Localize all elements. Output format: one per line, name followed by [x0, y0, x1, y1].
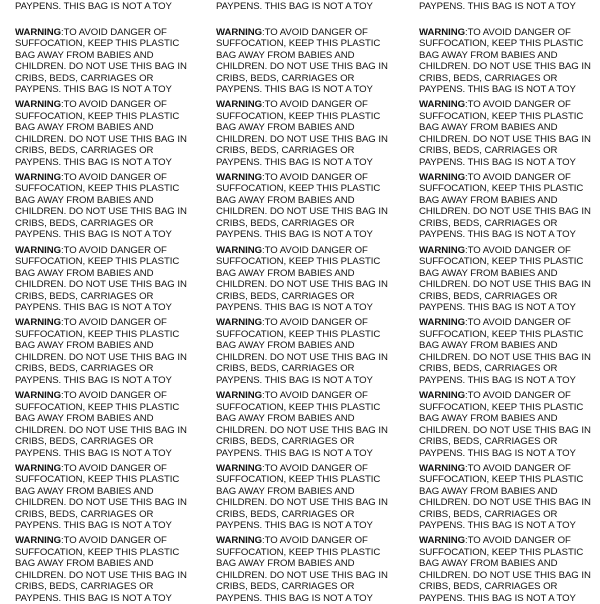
warning-keyword: WARNING: [216, 462, 263, 474]
warning-body: :TO AVOID DANGER OF SUFFOCATION, KEEP THIS PLASTIC BAG AWAY FROM BABIES AND CHILDREN. DO NOT USE THIS BAG IN CRIBS, BEDS, CARRIAGES OR PAYPENS. THIS BAG IS NOT A TOY: [216, 535, 388, 604]
warning-label: [15, 27, 195, 96]
warning-keyword: WARNING: [419, 462, 466, 474]
warning-body: :TO AVOID DANGER OF SUFFOCATION, KEEP THIS PLASTIC BAG AWAY FROM BABIES AND CHILDREN. DO NOT USE THIS BAG IN CRIBS, BEDS, CARRIAGES OR PAYPENS. THIS BAG IS NOT A TOY: [216, 171, 388, 241]
warning-keyword: WARNING: [419, 535, 466, 547]
warning-body: :TO AVOID DANGER OF SUFFOCATION, KEEP THIS PLASTIC BAG AWAY FROM BABIES AND CHILDREN. DO NOT USE THIS BAG IN CRIBS, BEDS, CARRIAGES OR PAYPENS. THIS BAG IS NOT A TOY: [419, 26, 591, 95]
warning-keyword: WARNING: [15, 244, 62, 256]
warning-body: :TO AVOID DANGER OF SUFFOCATION, KEEP THIS PLASTIC BAG AWAY FROM BABIES AND CHILDREN. DO NOT USE THIS BAG IN CRIBS, BEDS, CARRIAGES OR PAYPENS. THIS BAG IS NOT A TOY: [216, 390, 388, 459]
warning-body: :TO AVOID DANGER OF SUFFOCATION, KEEP THIS PLASTIC BAG AWAY FROM BABIES AND CHILDREN. DO NOT USE THIS BAG IN CRIBS, BEDS, CARRIAGES OR PAYPENS. THIS BAG IS NOT A TOY: [15, 390, 187, 459]
warning-keyword: WARNING: [15, 171, 62, 183]
warning-body: :TO AVOID DANGER OF SUFFOCATION, KEEP THIS PLASTIC BAG AWAY FROM BABIES AND CHILDREN. DO NOT USE THIS BAG IN CRIBS, BEDS, CARRIAGES OR PAYPENS. THIS BAG IS NOT A TOY: [419, 244, 591, 314]
warning-keyword: WARNING: [15, 26, 62, 38]
warning-label: [216, 172, 396, 241]
warning-keyword: WARNING: [216, 99, 263, 111]
warning-body: :TO AVOID DANGER OF SUFFOCATION, KEEP THIS PLASTIC BAG AWAY FROM BABIES AND CHILDREN. DO NOT USE THIS BAG IN CRIBS, BEDS, CARRIAGES OR PAYPENS. THIS BAG IS NOT A TOY: [15, 244, 187, 314]
warning-keyword: WARNING: [15, 535, 62, 547]
warning-keyword: WARNING: [419, 390, 466, 401]
warning-body: :TO AVOID DANGER OF SUFFOCATION, KEEP THIS PLASTIC BAG AWAY FROM BABIES AND CHILDREN. DO NOT USE THIS BAG IN CRIBS, BEDS, CARRIAGES OR PAYPENS. THIS BAG IS NOT A TOY: [419, 535, 591, 604]
warning-keyword: WARNING: [15, 99, 62, 111]
partial-warning-label: PAYPENS. THIS BAG IS NOT A TOY: [15, 0, 172, 12]
warning-label: [216, 463, 396, 532]
warning-label: [216, 390, 396, 459]
warning-label: [419, 27, 599, 96]
warning-body: :TO AVOID DANGER OF SUFFOCATION, KEEP THIS PLASTIC BAG AWAY FROM BABIES AND CHILDREN. DO NOT USE THIS BAG IN CRIBS, BEDS, CARRIAGES OR PAYPENS. THIS BAG IS NOT A TOY: [419, 171, 591, 241]
warning-body: :TO AVOID DANGER OF SUFFOCATION, KEEP THIS PLASTIC BAG AWAY FROM BABIES AND CHILDREN. DO NOT USE THIS BAG IN CRIBS, BEDS, CARRIAGES OR PAYPENS. THIS BAG IS NOT A TOY: [419, 462, 591, 532]
warning-keyword: WARNING: [216, 317, 263, 329]
warning-label: [419, 317, 599, 386]
warning-body: :TO AVOID DANGER OF SUFFOCATION, KEEP THIS PLASTIC BAG AWAY FROM BABIES AND CHILDREN. DO NOT USE THIS BAG IN CRIBS, BEDS, CARRIAGES OR PAYPENS. THIS BAG IS NOT A TOY: [15, 535, 187, 604]
warning-label: [419, 390, 599, 459]
warning-body: :TO AVOID DANGER OF SUFFOCATION, KEEP THIS PLASTIC BAG AWAY FROM BABIES AND CHILDREN. DO NOT USE THIS BAG IN CRIBS, BEDS, CARRIAGES OR PAYPENS. THIS BAG IS NOT A TOY: [216, 26, 388, 95]
warning-body: :TO AVOID DANGER OF SUFFOCATION, KEEP THIS PLASTIC BAG AWAY FROM BABIES AND CHILDREN. DO NOT USE THIS BAG IN CRIBS, BEDS, CARRIAGES OR PAYPENS. THIS BAG IS NOT A TOY: [216, 99, 388, 168]
partial-warning-label: PAYPENS. THIS BAG IS NOT A TOY: [216, 0, 373, 12]
warning-keyword: WARNING: [419, 244, 466, 256]
warning-label: [216, 245, 396, 314]
warning-keyword: WARNING: [419, 171, 466, 183]
warning-body: :TO AVOID DANGER OF SUFFOCATION, KEEP THIS PLASTIC BAG AWAY FROM BABIES AND CHILDREN. DO NOT USE THIS BAG IN CRIBS, BEDS, CARRIAGES OR PAYPENS. THIS BAG IS NOT A TOY: [15, 317, 187, 386]
warning-label: [216, 317, 396, 386]
warning-label: [419, 99, 599, 168]
warning-label: [419, 535, 599, 604]
warning-label: [15, 390, 195, 459]
warning-body: :TO AVOID DANGER OF SUFFOCATION, KEEP THIS PLASTIC BAG AWAY FROM BABIES AND CHILDREN. DO NOT USE THIS BAG IN CRIBS, BEDS, CARRIAGES OR PAYPENS. THIS BAG IS NOT A TOY: [419, 99, 591, 168]
warning-keyword: WARNING: [419, 317, 466, 329]
warning-label: [216, 27, 396, 96]
warning-keyword: WARNING: [216, 26, 263, 38]
warning-label: [216, 99, 396, 168]
warning-label: [15, 463, 195, 532]
warning-body: :TO AVOID DANGER OF SUFFOCATION, KEEP THIS PLASTIC BAG AWAY FROM BABIES AND CHILDREN. DO NOT USE THIS BAG IN CRIBS, BEDS, CARRIAGES OR PAYPENS. THIS BAG IS NOT A TOY: [15, 462, 187, 532]
warning-keyword: WARNING: [419, 99, 466, 111]
warning-body: :TO AVOID DANGER OF SUFFOCATION, KEEP THIS PLASTIC BAG AWAY FROM BABIES AND CHILDREN. DO NOT USE THIS BAG IN CRIBS, BEDS, CARRIAGES OR PAYPENS. THIS BAG IS NOT A TOY: [419, 317, 591, 386]
warning-body: :TO AVOID DANGER OF SUFFOCATION, KEEP THIS PLASTIC BAG AWAY FROM BABIES AND CHILDREN. DO NOT USE THIS BAG IN CRIBS, BEDS, CARRIAGES OR PAYPENS. THIS BAG IS NOT A TOY: [216, 244, 388, 314]
warning-body: :TO AVOID DANGER OF SUFFOCATION, KEEP THIS PLASTIC BAG AWAY FROM BABIES AND CHILDREN. DO NOT USE THIS BAG IN CRIBS, BEDS, CARRIAGES OR PAYPENS. THIS BAG IS NOT A TOY: [216, 317, 388, 386]
warning-keyword: WARNING: [216, 535, 263, 547]
warning-keyword: WARNING: [216, 171, 263, 183]
warning-keyword: WARNING: [419, 26, 466, 38]
warning-keyword: WARNING: [216, 244, 263, 256]
warning-label: [15, 99, 195, 168]
warning-body: :TO AVOID DANGER OF SUFFOCATION, KEEP THIS PLASTIC BAG AWAY FROM BABIES AND CHILDREN. DO NOT USE THIS BAG IN CRIBS, BEDS, CARRIAGES OR PAYPENS. THIS BAG IS NOT A TOY: [15, 171, 187, 241]
warning-keyword: WARNING: [15, 390, 62, 401]
warning-label: [419, 245, 599, 314]
warning-body: :TO AVOID DANGER OF SUFFOCATION, KEEP THIS PLASTIC BAG AWAY FROM BABIES AND CHILDREN. DO NOT USE THIS BAG IN CRIBS, BEDS, CARRIAGES OR PAYPENS. THIS BAG IS NOT A TOY: [15, 99, 187, 168]
warning-keyword: WARNING: [15, 317, 62, 329]
warning-label: [216, 535, 396, 604]
warning-label: [419, 463, 599, 532]
warning-keyword: WARNING: [15, 462, 62, 474]
warning-body: :TO AVOID DANGER OF SUFFOCATION, KEEP THIS PLASTIC BAG AWAY FROM BABIES AND CHILDREN. DO NOT USE THIS BAG IN CRIBS, BEDS, CARRIAGES OR PAYPENS. THIS BAG IS NOT A TOY: [216, 462, 388, 532]
warning-label: [419, 172, 599, 241]
partial-warning-label: PAYPENS. THIS BAG IS NOT A TOY: [419, 0, 576, 12]
warning-label: [15, 535, 195, 604]
warning-label: [15, 245, 195, 314]
warning-body: :TO AVOID DANGER OF SUFFOCATION, KEEP THIS PLASTIC BAG AWAY FROM BABIES AND CHILDREN. DO NOT USE THIS BAG IN CRIBS, BEDS, CARRIAGES OR PAYPENS. THIS BAG IS NOT A TOY: [419, 390, 591, 459]
warning-label: [15, 317, 195, 386]
warning-keyword: WARNING: [216, 390, 263, 401]
warning-body: :TO AVOID DANGER OF SUFFOCATION, KEEP THIS PLASTIC BAG AWAY FROM BABIES AND CHILDREN. DO NOT USE THIS BAG IN CRIBS, BEDS, CARRIAGES OR PAYPENS. THIS BAG IS NOT A TOY: [15, 26, 187, 95]
warning-label: [15, 172, 195, 241]
